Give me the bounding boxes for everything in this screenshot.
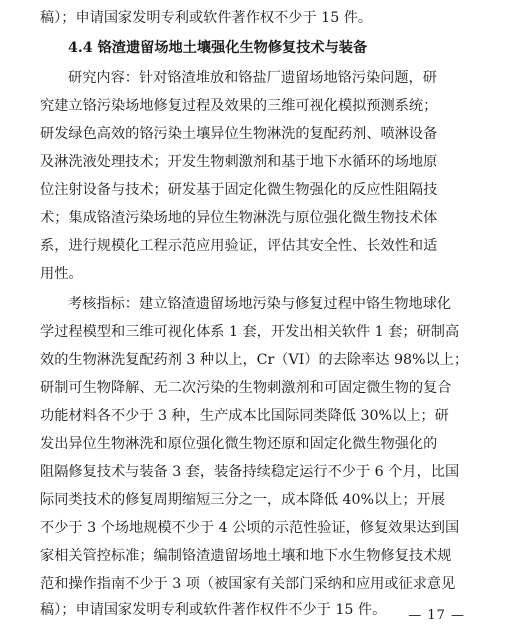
text-line-20: 家相关管控标准；编制铬渣遗留场地土壤和地下水生物修复技术规 [40,548,452,564]
text-line-17: 阻隔修复技术与装备 3 套，装备持续稳定运行不少于 6 个月，比国 [40,464,460,480]
text-line-9: 系，进行规模化工程示范应用验证，评估其安全性、长效性和适 [40,238,438,254]
page-number: — 17 — [408,608,465,623]
text-line-11: 考核指标：建立铬渣遗留场地污染与修复过程中铬生物地球化 [68,296,452,312]
text-line-14: 研制可生物降解、无二次污染的生物刺激剂和可固定微生物的复合 [40,380,452,396]
text-line-4: 究建立铬污染场地修复过程及效果的三维可视化模拟预测系统； [40,98,438,114]
text-line-16: 发出异位生物淋洗和原位强化微生物还原和固定化微生物强化的 [40,436,438,452]
text-line-13: 效的生物淋洗复配药剂 3 种以上，Cr（VI）的去除率达 98%以上； [40,352,469,368]
text-line-6: 及淋洗液处理技术；开发生物刺激剂和基于地下水循环的场地原 [40,154,438,170]
text-line-1: 稿）；申请国家发明专利或软件著作权不少于 15 件。 [40,10,373,26]
section-heading: 4.4 铬渣遗留场地土壤强化生物修复技术与装备 [68,40,368,56]
text-line-8: 术；集成铬渣污染场地的异位生物淋洗与原位强化微生物技术体 [40,210,438,226]
text-line-7: 位注射设备与技术；研发基于固定化微生物强化的反应性阻隔技 [40,182,438,198]
text-line-15: 功能材料各不少于 3 种，生产成本比国际同类降低 30%以上；研 [40,408,449,424]
text-line-21: 范和操作指南不少于 3 项（被国家有关部门采纳和应用或征求意见 [40,576,456,592]
text-line-22: 稿）；申请国家发明专利或软件著作权件不少于 15 件。 [40,602,387,618]
text-line-18: 际同类技术的修复周期缩短三分之一，成本降低 40%以上；开展 [40,492,445,508]
text-line-12: 学过程模型和三维可视化体系 1 套，开发出相关软件 1 套；研制高 [40,324,460,340]
text-line-19: 不少于 3 个场地规模不少于 4 公顷的示范性验证，修复效果达到国 [40,520,460,536]
text-line-3: 研究内容：针对铬渣堆放和铬盐厂遗留场地铬污染问题，研 [68,70,437,86]
text-line-5: 研发绿色高效的铬污染土壤异位生物淋洗的复配药剂、喷淋设备 [40,126,438,142]
text-line-10: 用性。 [40,266,83,282]
